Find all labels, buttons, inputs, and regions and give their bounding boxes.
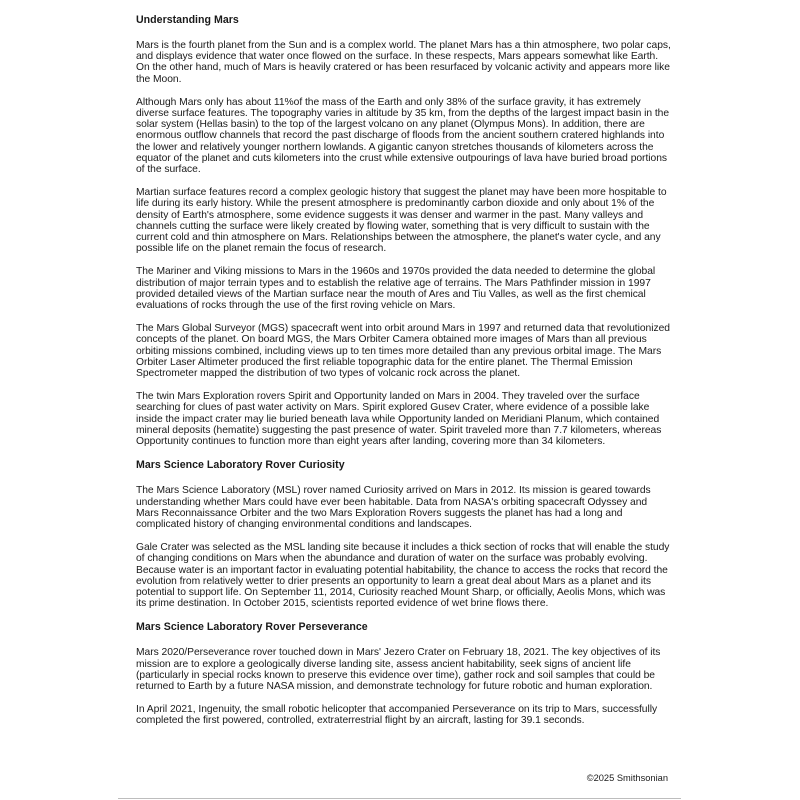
- paragraph: Martian surface features record a complex geologic history that suggest the planet may have been more hospitable to life during its early history. While the present atmosphere is predominantly carbon dioxide and only about 1% of the density of Earth's atmosphere, some evidence suggests it was denser and warmer in the past. Many valleys and channels cutting the surface were likely created by flowing water, something that is very difficult to sustain with the current cold and thin atmosphere on Mars. Relationships between the atmosphere, the planet's water cycle, and any possible life on the planet remain the focus of research.: [136, 187, 667, 255]
- paragraph: The twin Mars Exploration rovers Spirit and Opportunity landed on Mars in 2004. They traveled over the surface searching for clues of past water activity on Mars. Spirit explored Gusev Crater, where evidence of a possible lake inside the impact crater may lie buried beneath lava while Opportunity landed on Meridiani Planum, which contained mineral deposits (hematite) suggesting the past presence of water. Spirit traveled more than 7.7 kilometers, whereas Opportunity continues to function more than eight years after landing, covering more than 34 kilometers.: [136, 391, 662, 448]
- paragraph: The Mars Science Laboratory (MSL) rover named Curiosity arrived on Mars in 2012. Its mission is geared towards understanding whether Mars could have ever been habitable. Data from NASA's orbiting spacecraft Odyssey and Mars Reconnaissance Orbiter and the two Mars Exploration Rovers suggests the planet has had a long and complicated history of changing environmental conditions and landscapes.: [136, 485, 651, 530]
- paragraph: The Mariner and Viking missions to Mars in the 1960s and 1970s provided the data needed to determine the global distribution of major terrain types and to establish the relative age of terrains. The Mars Pathfinder mission in 1997 provided detailed views of the Martian surface near the mouth of Ares and Tiu Valles, as well as the first chemical evaluations of rocks through the use of the first roving vehicle on Mars.: [136, 266, 656, 312]
- copyright-footer: ©2025 Smithsonian: [586, 773, 668, 783]
- section-heading-understanding-mars: Understanding Mars: [136, 14, 239, 26]
- paragraph: The Mars Global Surveyor (MGS) spacecraft went into orbit around Mars in 1997 and returned data that revolutionized concepts of the planet. On board MGS, the Mars Orbiter Camera obtained more images of Mars than all previous orbiting missions combined, including views up to ten times more detailed than any previous orbital image. The Mars Orbiter Laser Altimeter produced the first reliable topographic data for the entire planet. The Thermal Emission Spectrometer mapped the distribution of two types of volcanic rock across the planet.: [136, 323, 670, 380]
- section-heading-perseverance: Mars Science Laboratory Rover Perseverance: [136, 621, 368, 634]
- section-heading-curiosity: Mars Science Laboratory Rover Curiosity: [136, 459, 345, 472]
- paragraph: Gale Crater was selected as the MSL landing site because it includes a thick section of rocks that will enable the study of changing conditions on Mars when the abundance and duration of water on the surface was probably evolving. Because water is an important factor in evaluating potential habitability, the chance to access the rocks that record the evolution from relatively wetter to drier presents an opportunity to learn a great deal about Mars as a planet and its potential to support life. On September 11, 2014, Curiosity reached Mount Sharp, or officially, Aeolis Mons, which was its prime destination. In October 2015, scientists reported evidence of wet brine flows there.: [136, 542, 670, 610]
- paragraph: Mars 2020/Perseverance rover touched down in Mars' Jezero Crater on February 18, 2021. The key objectives of its mission are to explore a geologically diverse landing site, assess ancient habitability, seek signs of ancient life (particularly in special rocks known to preserve this evidence over time), gather rock and soil samples that could be returned to Earth by a future NASA mission, and demonstrate technology for future robotic and human exploration.: [136, 647, 661, 692]
- paragraph: Mars is the fourth planet from the Sun and is a complex world. The planet Mars has a thin atmosphere, two polar caps, and displays evidence that water once flowed on the surface. In these respects, Mars appears somewhat like Earth. On the other hand, much of Mars is heavily cratered or has been resurfaced by volcanic activity and appears more like the Moon.: [136, 40, 671, 85]
- paragraph: Although Mars only has about 11%of the mass of the Earth and only 38% of the surface gravity, it has extremely diverse surface features. The topography varies in altitude by 35 km, from the depths of the largest impact basin in the solar system (Hellas basin) to the top of the largest volcano on any planet (Olympus Mons). In addition, there are enormous outflow channels that record the past discharge of floods from the ancient southern cratered highlands into the lower and relatively younger northern lowlands. A gigantic canyon stretches thousands of kilometers across the equator of the planet and cuts kilometers into the crust while extensive outpourings of lava have buried broad portions of the surface.: [136, 96, 670, 176]
- paragraph: In April 2021, Ingenuity, the small robotic helicopter that accompanied Perseverance on its trip to Mars, successfully completed the first powered, controlled, extraterrestrial flight by an aircraft, lasting for 39.1 seconds.: [136, 704, 658, 727]
- article-body: [136, 14, 672, 727]
